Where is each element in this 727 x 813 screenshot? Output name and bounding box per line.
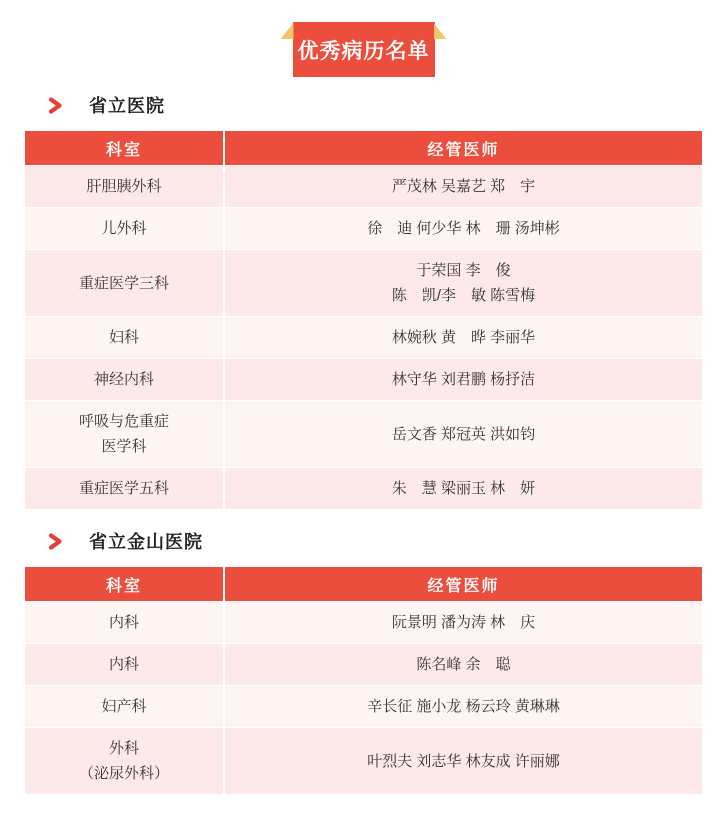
- ribbon-fold-left-icon: [281, 23, 294, 39]
- dept-cell: [25, 208, 225, 249]
- doctors-cell: [225, 250, 702, 316]
- chevron-right-icon: [48, 97, 63, 114]
- table-row: [25, 685, 702, 727]
- text-line: 内科: [108, 656, 139, 673]
- text-line: 外科: [108, 740, 139, 757]
- section-header: [48, 528, 727, 554]
- doctors-cell: [225, 208, 702, 249]
- table: [25, 131, 702, 509]
- text-line: 徐 迪 何少华 林 珊 汤坤彬: [367, 220, 560, 237]
- text-line: 医学科: [101, 438, 147, 455]
- text-line: 阮景明 潘为涛 林 庆: [391, 614, 536, 631]
- text-line: 妇科: [108, 329, 139, 346]
- dept-cell: [25, 728, 225, 794]
- section-title: 省立医院: [89, 96, 165, 116]
- text-line: （泌尿外科）: [78, 765, 169, 782]
- dept-cell: [25, 401, 225, 467]
- doctors-cell: [225, 401, 702, 467]
- doctors-cell: [225, 602, 702, 643]
- text-line: 朱 慧 梁丽玉 林 妍: [391, 480, 536, 497]
- column-header-dept: 科室: [25, 131, 225, 165]
- doctors-cell: [225, 317, 702, 358]
- doctors-cell: [225, 359, 702, 400]
- table-row: [25, 165, 702, 207]
- chevron-right-icon: [48, 533, 63, 550]
- table-row: [25, 643, 702, 685]
- text-line: 神经内科: [93, 371, 154, 388]
- hospital-section: [0, 528, 727, 794]
- text-line: 叶烈夫 刘志华 林友成 许丽娜: [367, 752, 560, 770]
- hospital-section: [0, 92, 727, 509]
- title-banner: [293, 22, 435, 77]
- text-line: 肝胆胰外科: [86, 178, 162, 195]
- text-line: 妇产科: [101, 698, 147, 715]
- page-title: 优秀病历名单: [297, 39, 430, 63]
- text-line: 内科: [108, 614, 139, 631]
- text-line: 严茂林 吴嘉艺 郑 宇: [391, 178, 536, 195]
- table-row: [25, 358, 702, 400]
- doctors-cell: [225, 166, 702, 207]
- table-header-row: [25, 567, 702, 601]
- section-header: [48, 92, 727, 118]
- section-title: 省立金山医院: [89, 532, 203, 552]
- column-header-doctors: 经管医师: [427, 141, 500, 159]
- text-line: 陈 凯/李 敏 陈雪梅: [391, 287, 536, 304]
- text-line: 于荣国 李 俊: [416, 262, 511, 279]
- doctors-cell: [225, 644, 702, 685]
- text-line: 林婉秋 黄 晔 李丽华: [391, 329, 536, 346]
- dept-cell: [25, 468, 225, 509]
- table: [25, 567, 702, 794]
- dept-cell: [25, 359, 225, 400]
- text-line: 岳文香 郑冠英 洪如钧: [391, 425, 536, 443]
- table-body: [25, 601, 702, 794]
- text-line: 重症医学三科: [78, 274, 169, 292]
- table-row: [25, 207, 702, 249]
- text-line: 呼吸与危重症: [78, 413, 169, 430]
- column-header-doctors: 经管医师: [427, 577, 500, 595]
- table-header-row: [25, 131, 702, 165]
- doctors-cell: [225, 686, 702, 727]
- doctors-cell: [225, 728, 702, 794]
- dept-cell: [25, 686, 225, 727]
- table-row: [25, 400, 702, 467]
- dept-cell: [25, 317, 225, 358]
- text-line: 辛长征 施小龙 杨云玲 黄琳琳: [367, 698, 560, 715]
- dept-cell: [25, 250, 225, 316]
- text-line: 陈名峰 余 聪: [416, 656, 511, 673]
- dept-cell: [25, 644, 225, 685]
- table-row: [25, 601, 702, 643]
- table-body: [25, 165, 702, 509]
- ribbon-fold-right-icon: [434, 23, 447, 39]
- column-header-dept: 科室: [25, 567, 225, 601]
- table-row: [25, 727, 702, 794]
- dept-cell: [25, 166, 225, 207]
- table-row: [25, 249, 702, 316]
- table-row: [25, 467, 702, 509]
- table-row: [25, 316, 702, 358]
- doctors-cell: [225, 468, 702, 509]
- text-line: 儿外科: [101, 220, 147, 237]
- text-line: 重症医学五科: [78, 480, 169, 497]
- dept-cell: [25, 602, 225, 643]
- text-line: 林守华 刘君鹏 杨抒洁: [391, 371, 536, 388]
- sections-container: [0, 92, 727, 794]
